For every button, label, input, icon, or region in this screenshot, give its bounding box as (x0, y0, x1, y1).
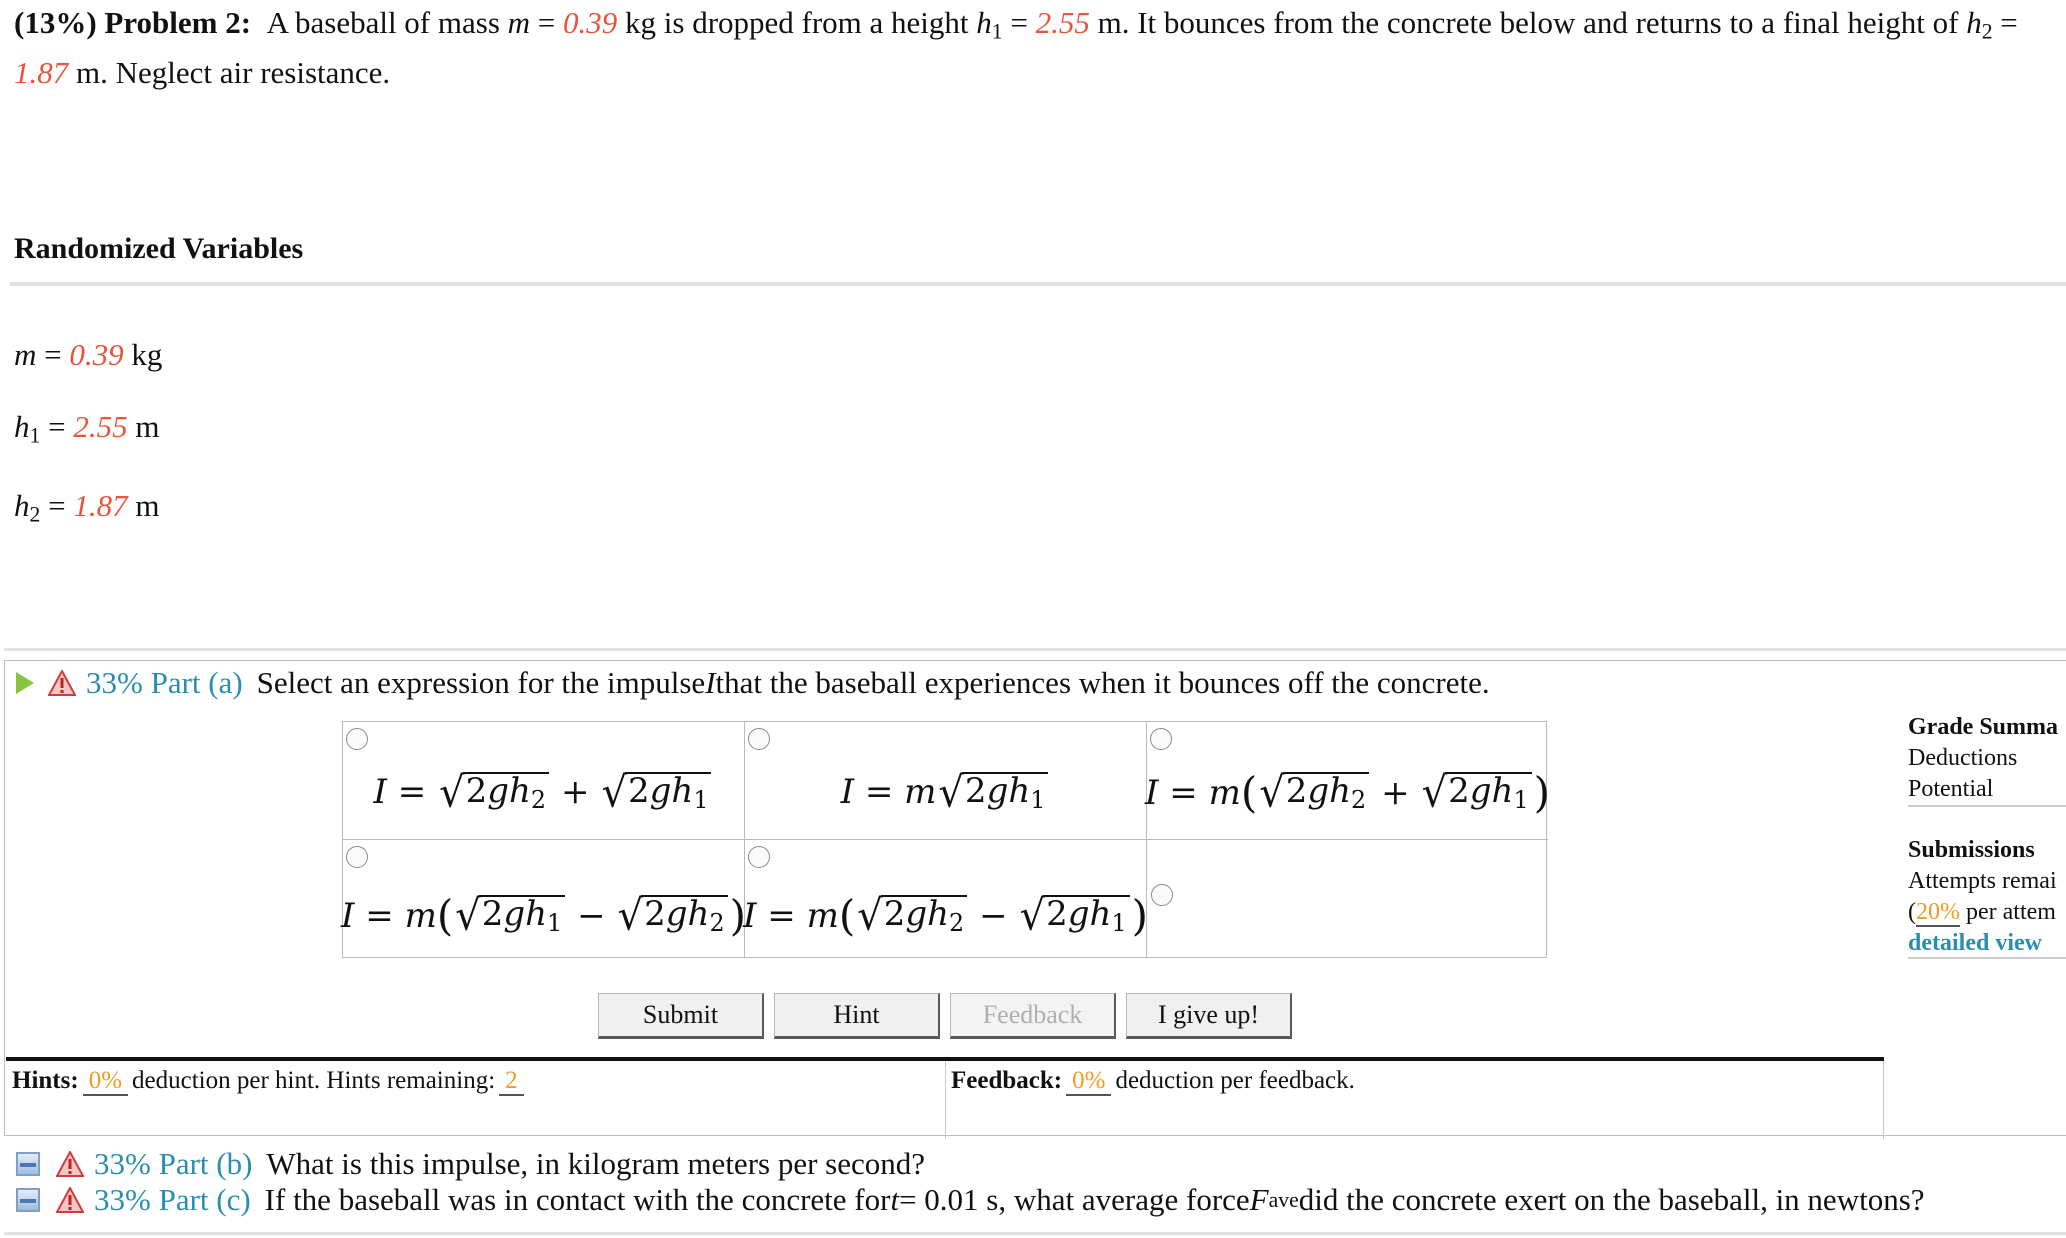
force-subscript: ave (1268, 1187, 1299, 1212)
var-symbol: m (14, 337, 37, 372)
radio-button[interactable] (346, 846, 368, 868)
problem-label: Problem 2: (104, 5, 252, 40)
hints-text: deduction per hint. Hints remaining: (132, 1067, 496, 1094)
play-icon[interactable] (16, 672, 34, 694)
part-a-header (16, 665, 1490, 701)
problem-text-4: m. Neglect air resistance. (68, 55, 391, 91)
randomized-variables-title: Randomized Variables (14, 232, 304, 265)
feedback-deduction: 0% (1066, 1067, 1111, 1096)
choice-5[interactable] (745, 840, 1147, 957)
warning-icon (56, 1151, 84, 1177)
paren: ( (1908, 899, 1916, 925)
choice-4[interactable] (343, 840, 745, 957)
h2-value: 1.87 (14, 55, 69, 91)
grade-divider (1908, 957, 2066, 959)
variable-m: m = 0.39 kg (14, 337, 163, 372)
part-c-question-2: = 0.01 s, what average force (899, 1182, 1250, 1217)
var-value: 1.87 (73, 488, 128, 523)
part-a-question-1: Select an expression for the impulse (256, 665, 706, 700)
hints-remaining: 2 (499, 1067, 524, 1096)
grade-summary (1908, 712, 2058, 959)
choice-3[interactable] (1147, 722, 1548, 840)
var-value: 2.55 (73, 409, 128, 444)
radio-button[interactable] (1150, 728, 1172, 750)
radio-button[interactable] (1151, 884, 1173, 906)
impulse-symbol: I (705, 665, 716, 700)
answer-choices (341, 721, 1550, 958)
deductions-label: Deductions (1908, 745, 2018, 771)
hints-label: Hints: (12, 1067, 79, 1094)
warning-icon (56, 1187, 84, 1213)
per-attempt-pct: 20% (1916, 899, 1960, 925)
problem-statement (14, 2, 2054, 93)
choice-2[interactable] (745, 722, 1147, 840)
equals: = (1002, 5, 1036, 40)
variable-h1: $h_1 = 2.55$ m (14, 409, 160, 448)
feedback-text: deduction per feedback. (1115, 1067, 1355, 1094)
feedback-info (951, 1067, 1355, 1095)
part-c-question-3: did the concrete exert on the baseball, in newtons? (1298, 1182, 1925, 1217)
status-icon[interactable] (16, 1188, 40, 1212)
potential-label: Potential (1908, 776, 1994, 802)
radio-button[interactable] (346, 728, 368, 750)
hints-info (12, 1067, 528, 1095)
hint-button[interactable]: Hint (774, 993, 940, 1039)
status-icon[interactable] (16, 1152, 40, 1176)
hint-deduction: 0% (83, 1067, 128, 1096)
radio-button[interactable] (748, 728, 770, 750)
choice-formula: I = m ( √ $2gh_2$ + √ $2gh_1$ ) (1145, 767, 1550, 818)
choice-1[interactable] (343, 722, 745, 840)
problem-percent: (13%) (14, 5, 97, 40)
part-b-label[interactable]: 33% Part (b) (94, 1146, 253, 1181)
grade-divider (1908, 805, 2066, 807)
choice-6[interactable] (1147, 840, 1548, 957)
part-c-label[interactable]: 33% Part (c) (94, 1182, 251, 1217)
part-c-header (16, 1182, 1925, 1218)
section-divider (4, 648, 2066, 651)
var-subscript: 1 (29, 423, 41, 448)
per-attempt (1908, 897, 2058, 928)
choice-formula: I = m ( √ $2gh_1$ − √ $2gh_2$ ) (341, 890, 746, 941)
per-attempt-text: per attem (1960, 899, 2056, 925)
part-b-question: What is this impulse, in kilogram meters per second? (266, 1146, 926, 1181)
var-unit: m (135, 409, 160, 444)
warning-icon (48, 670, 76, 696)
var-symbol: h (14, 409, 30, 444)
equals: = (1992, 5, 2018, 40)
mass-value: 0.39 (563, 5, 618, 40)
part-b-header (16, 1146, 925, 1182)
choice-formula: I = m √ $2gh_1$ (841, 772, 1051, 813)
feedback-button: Feedback (950, 993, 1116, 1039)
h1-subscript: 1 (991, 19, 1003, 44)
var-unit: kg (131, 337, 163, 372)
problem-text-3: m. It bounces from the concrete below and returns to a final height of (1089, 5, 1967, 40)
give-up-button[interactable]: I give up! (1126, 993, 1292, 1039)
radio-button[interactable] (748, 846, 770, 868)
grade-summary-title: Grade Summa (1908, 714, 2058, 740)
mass-symbol: m (507, 5, 531, 40)
part-a-label[interactable]: 33% Part (a) (86, 665, 243, 700)
height-symbol: h (976, 5, 992, 40)
var-unit: m (135, 488, 160, 523)
equals: = (530, 5, 564, 40)
problem-text-1: A baseball of mass (266, 5, 508, 40)
var-value: 0.39 (69, 337, 124, 372)
detailed-view-link[interactable]: detailed view (1908, 930, 2042, 956)
part-c-question-1: If the baseball was in contact with the concrete for (264, 1182, 891, 1217)
time-symbol: t (890, 1182, 900, 1217)
variable-h2: $h_2 = 1.87$ m (14, 488, 160, 527)
h1-value: 2.55 (1035, 5, 1090, 40)
force-symbol: F (1249, 1182, 1269, 1217)
choice-formula: I = √ $2gh_2$ + √ $2gh_1$ (374, 772, 714, 813)
attempts-remaining: Attempts remai (1908, 868, 2057, 894)
part-a-question-2: that the baseball experiences when it bounces off the concrete. (715, 665, 1490, 700)
problem-text-2: kg is dropped from a height (617, 5, 977, 40)
choice-formula: I = m ( √ $2gh_2$ − √ $2gh_1$ ) (743, 890, 1148, 941)
var-symbol: h (14, 488, 30, 523)
section-divider (10, 282, 2066, 286)
h2-subscript: 2 (1981, 19, 1993, 44)
feedback-label: Feedback: (951, 1067, 1063, 1094)
var-subscript: 2 (29, 502, 41, 527)
section-divider (4, 1232, 2066, 1235)
height-symbol: h (1966, 5, 1982, 40)
submit-button[interactable]: Submit (598, 993, 764, 1039)
submissions-title: Submissions (1908, 837, 2035, 863)
